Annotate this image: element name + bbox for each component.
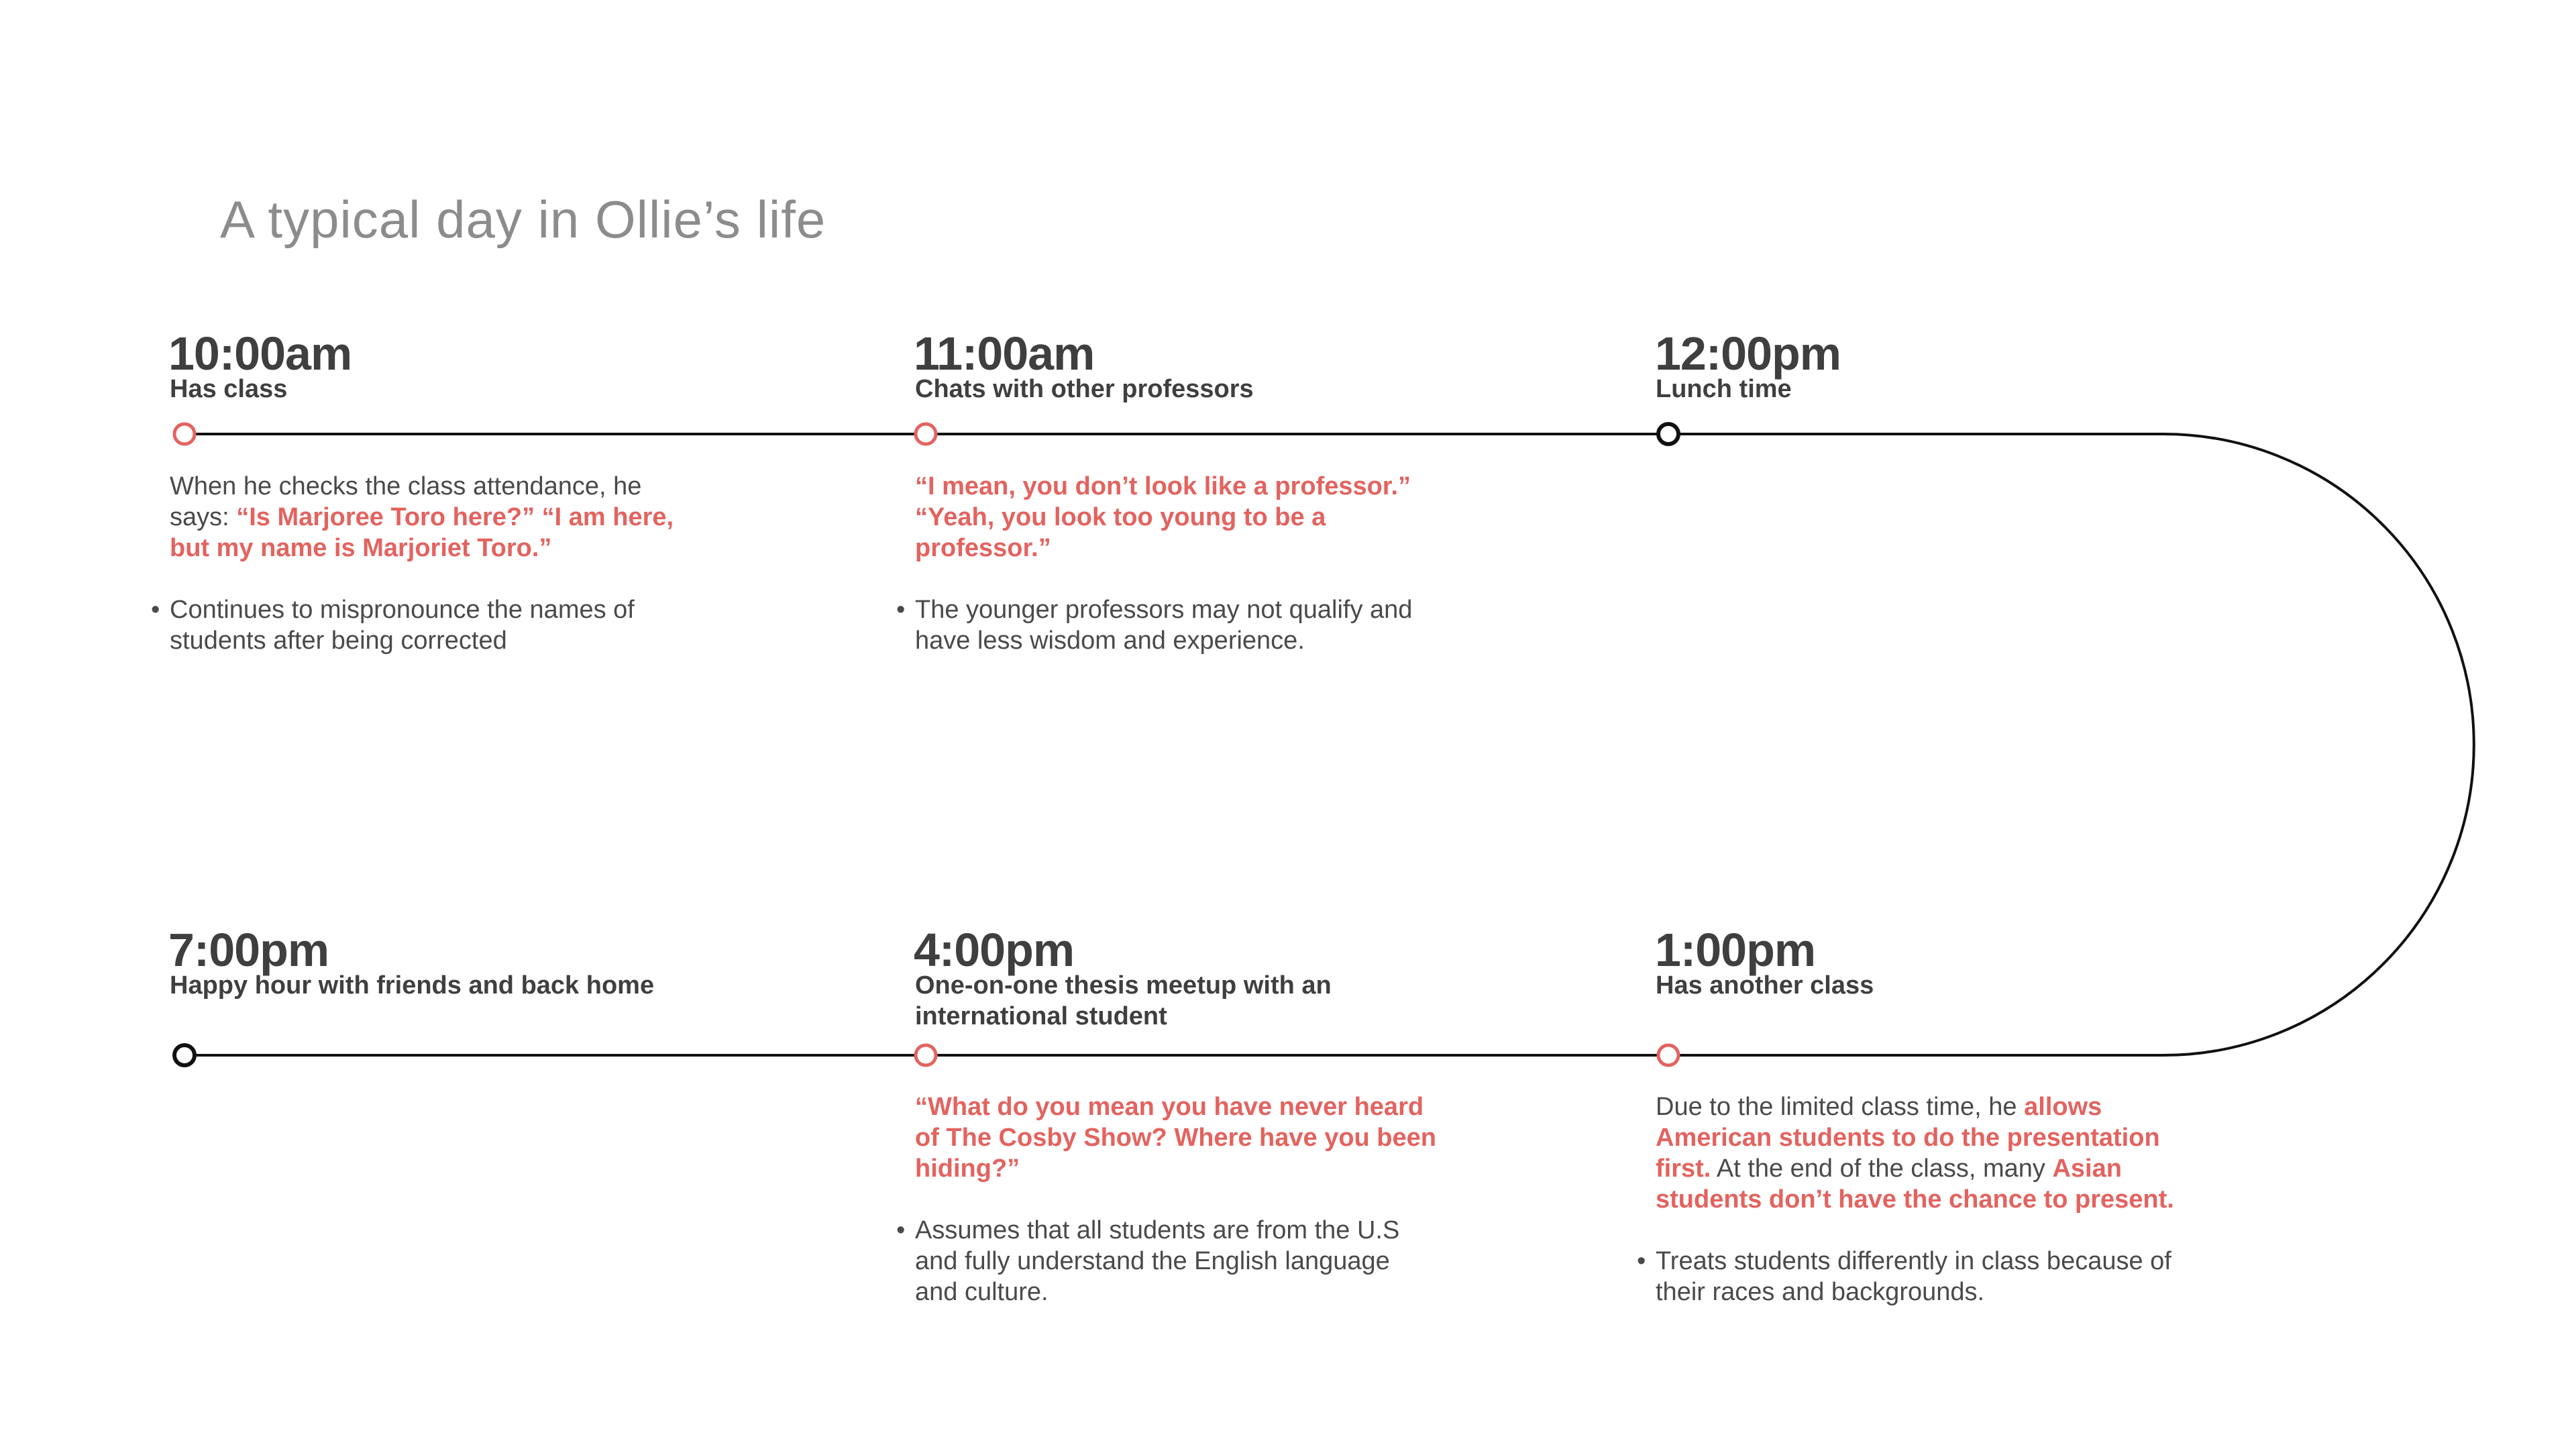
event-description: When he checks the class attendance, he says: “Is Marjoree Toro here?” “I am here, but my name is Marjoriet Toro.” — [170, 472, 674, 562]
marker-10am — [174, 424, 195, 444]
event-time-4pm: 4:00pm — [914, 924, 1075, 976]
event-details-10am — [151, 471, 693, 656]
marker-4pm — [916, 1045, 936, 1065]
event-quote: “I mean, you don’t look like a professor.” “Yeah, you look too young to be a professor.” — [915, 472, 1411, 562]
event-time-12pm: 12:00pm — [1655, 327, 1841, 380]
marker-1pm — [1658, 1045, 1678, 1065]
event-quote: “What do you mean you have never heard of The Cosby Show? Where have you been hiding?” — [915, 1093, 1436, 1183]
event-title-1pm: Has another class — [1656, 971, 1874, 1000]
event-time-1pm: 1:00pm — [1655, 924, 1816, 976]
marker-12pm — [1658, 424, 1678, 444]
event-title-7pm: Happy hour with friends and back home — [170, 971, 655, 1000]
event-title-11am: Chats with other professors — [915, 375, 1254, 403]
event-bullet: • Continues to mispronounce the names of students after being corrected — [151, 596, 635, 655]
event-details-11am — [896, 471, 1425, 656]
marker-7pm — [174, 1045, 195, 1065]
page-title: A typical day in Ollie’s life — [220, 190, 826, 249]
event-bullet: • Assumes that all students are from the U.S and fully understand the English language and culture. — [896, 1216, 1400, 1306]
event-description: Due to the limited class time, he allows American students to do the presentation first. At the end of the class, many Asian students don’t have the chance to present. — [1656, 1093, 2174, 1214]
event-time-10am: 10:00am — [168, 327, 352, 380]
event-title-4pm: One-on-one thesis meetup with an international student — [915, 971, 1332, 1030]
marker-11am — [916, 424, 936, 444]
event-bullet: • Treats students differently in class because of their races and backgrounds. — [1637, 1247, 2171, 1306]
event-details-4pm — [896, 1091, 1438, 1307]
event-title-10am: Has class — [170, 375, 288, 403]
event-title-12pm: Lunch time — [1656, 375, 1792, 403]
event-time-7pm: 7:00pm — [168, 924, 329, 976]
event-details-1pm — [1637, 1091, 2179, 1307]
event-time-11am: 11:00am — [914, 327, 1095, 380]
event-bullet: • The younger professors may not qualify and have less wisdom and experience. — [896, 596, 1413, 655]
